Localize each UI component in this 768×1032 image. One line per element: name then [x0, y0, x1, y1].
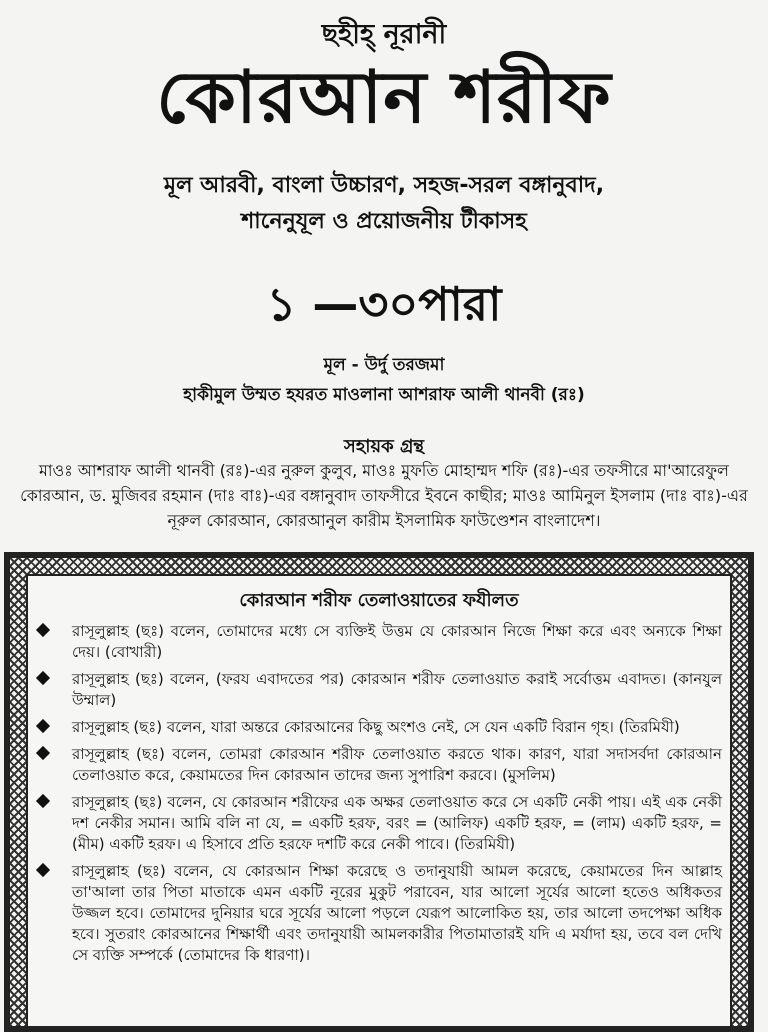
list-item: রাসূলুল্লাহ (ছঃ) বলেন, তোমাদের মধ্যে সে ব্যক্তিই উত্তম যে কোরআন নিজে শিক্ষা করে এবং অন্যকে শিক্ষা দেয়। (বোখারী) [28, 621, 722, 663]
list-item: রাসূলুল্লাহ (ছঃ) বলেন, তোমরা কোরআন শরীফ তেলাওয়াত করতে থাক। কারণ, যারা সদাসর্বদা কোরআন তেলাওয়াত করে, কেয়ামতের দিন কোরআন তাদের জন্য সুপারিশ করবে। (মুসলিম) [28, 744, 722, 786]
list-item: রাসূলুল্লাহ (ছঃ) বলেন, (ফরয এবাদতের পর) কোরআন শরীফ তেলাওয়াত করাই সর্বোত্তম এবাদত। (কানযুল উম্মাল) [28, 669, 722, 711]
list-item: রাসূলুল্লাহ (ছঃ) বলেন, যে কোরআন শরীফের এক অক্ষর তেলাওয়াত করে সে একটি নেকী পায়। এই এক নেকী দশ নেকীর সমান। আমি বলি না যে, = একটি হরফ, বরং = (আলিফ) একটি হরফ, = (লাম) একটি হরফ, = (মীম) একটি হরফ। এ হিসাবে প্রতি হরফে দশটি করে নেকী পাবে। (তিরমিযী) [28, 792, 722, 855]
original-author: হাকীমুল উম্মত হযরত মাওলানা আশরাফ আলী থানবী (রঃ) [183, 385, 585, 405]
para-range: ১ —৩০পারা [266, 277, 502, 331]
cover-subtitle: ছহীহ্ নূরানী [321, 19, 447, 50]
diamond-bullet-icon [36, 671, 50, 685]
list-item: রাসূলুল্লাহ (ছঃ) বলেন, যে কোরআন শিক্ষা করেছে ও তদানুযায়ী আমল করেছে, কেয়ামতের দিন আল্লাহ তা'আলা তার পিতা মাতাকে এমন একটি নূরের মুকুট পরাবেন, যার আলো সূর্যের আলো হতেও অধিকতর উজ্জল হবে। তোমাদের দুনিয়ার ঘরে সূর্যের আলো পড়লে যেরূপ আলোকিত হয়, তার আলো তদপেক্ষা অধিক হবে। সুতরাং কোরআনের শিক্ষার্থী এবং তদানুযায়ী আমলকারীর পিতামাতারই যদি এ মর্যাদা হয়, তবে বল দেখি সে ব্যক্তি সম্পর্কে (তোমাদের কি ধারণা)। [28, 861, 722, 966]
ornamental-frame [4, 552, 754, 1032]
diamond-bullet-icon [36, 719, 50, 733]
diamond-bullet-icon [36, 863, 50, 877]
cover-title: কোরআন শরীফ [156, 55, 612, 139]
original-translation-label: মূল - উর্দু তরজমা [323, 355, 445, 375]
diamond-bullet-icon [36, 794, 50, 808]
list-item: রাসূলুল্লাহ (ছঃ) বলেন, যারা অন্তরে কোরআনের কিছু অংশও নেই, সে যেন একটি বিরান গৃহ। (তিরমিযী) [28, 717, 722, 738]
references-text: মাওঃ আশরাফ আলী থানবী (রঃ)-এর নুরুল কুলুব, মাওঃ মুফতি মোহাম্মদ শফি (রঃ)-এর তফসীরে মা'আরেফুল কোরআন, ড. মুজিবর রহমান (দাঃ বাঃ)-এর বঙ্গানুবাদ তাফসীরে ইবনে কাছীর; মাওঃ আমিনুল ইসলাম (দাঃ বাঃ)-এর নূরুল কোরআন, কোরআনুল কারীম ইসলামিক ফাউণ্ডেশন বাংলাদেশ। [20, 461, 748, 530]
diamond-bullet-icon [36, 746, 50, 760]
fazilat-title: কোরআন শরীফ তেলাওয়াতের ফযীলত [239, 590, 519, 611]
references-heading: সহায়ক গ্রন্থ [343, 436, 425, 457]
hadith-list [28, 621, 730, 966]
description-line-2: শানেনুযূল ও প্রয়োজনীয় টীকাসহ [241, 209, 527, 234]
diamond-bullet-icon [36, 623, 50, 637]
description-line-1: মূল আরবী, বাংলা উচ্চারণ, সহজ-সরল বঙ্গানুবাদ, [163, 173, 605, 198]
fazilat-box [26, 574, 732, 1026]
